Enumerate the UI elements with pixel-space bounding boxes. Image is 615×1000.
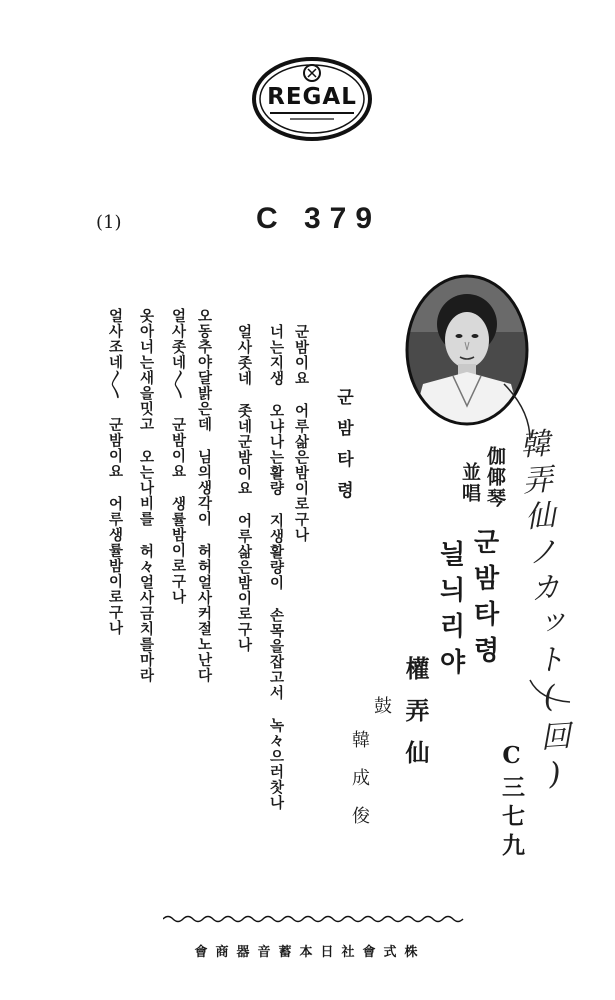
singer-name: 權弄仙 bbox=[401, 656, 430, 782]
song-subtitle: 늴늬리야 bbox=[435, 540, 465, 684]
song-title: 군밤타령 bbox=[469, 528, 499, 672]
brand-name: REGAL bbox=[267, 84, 357, 110]
handwritten-note: 韓弄仙ノカット(回) bbox=[513, 427, 574, 799]
lyric-line: 오동추야달밝은데 님의생각이 허허얼사커절노난다 bbox=[195, 308, 212, 683]
lyric-line: 옷아너는새을밋고 오는나비를 허々얼사금치를마라 bbox=[137, 308, 154, 683]
wavy-divider bbox=[163, 914, 465, 924]
company-name: 會商器音蓄本日社會式株 bbox=[194, 945, 426, 960]
regal-logo bbox=[250, 55, 374, 143]
catalog-number: C 379 bbox=[256, 202, 382, 235]
performance-type-line1: 伽倻琴 bbox=[484, 446, 506, 509]
catalog-number-vertical: C三七九 bbox=[498, 742, 525, 862]
lyric-line: 얼사조네〳〵 군밤이요 어루생률밤이로구나 bbox=[106, 308, 123, 636]
handwriting-stroke bbox=[500, 380, 580, 720]
drum-label: 鼓 bbox=[371, 696, 392, 734]
drummer-name: 韓成俊 bbox=[349, 730, 370, 844]
lyrics-title: 군밤타령 bbox=[333, 388, 353, 512]
performance-type-line2: 並唱 bbox=[459, 462, 481, 504]
lyric-line: 군밤이요 어루삶은밤이로구나 bbox=[292, 324, 309, 543]
lyric-line: 너는지생 오냐나는활량 지생활량이 손목을잡고서 녹々으러찻나 bbox=[267, 324, 284, 811]
page-number: (1) bbox=[96, 212, 122, 233]
lyric-line: 얼사좃네 좃네군밤이요 어루삶은밤이로구나 bbox=[235, 324, 252, 653]
lyric-line: 얼사좃네〳〵 군밤이요 생률밤이로구나 bbox=[169, 308, 186, 605]
